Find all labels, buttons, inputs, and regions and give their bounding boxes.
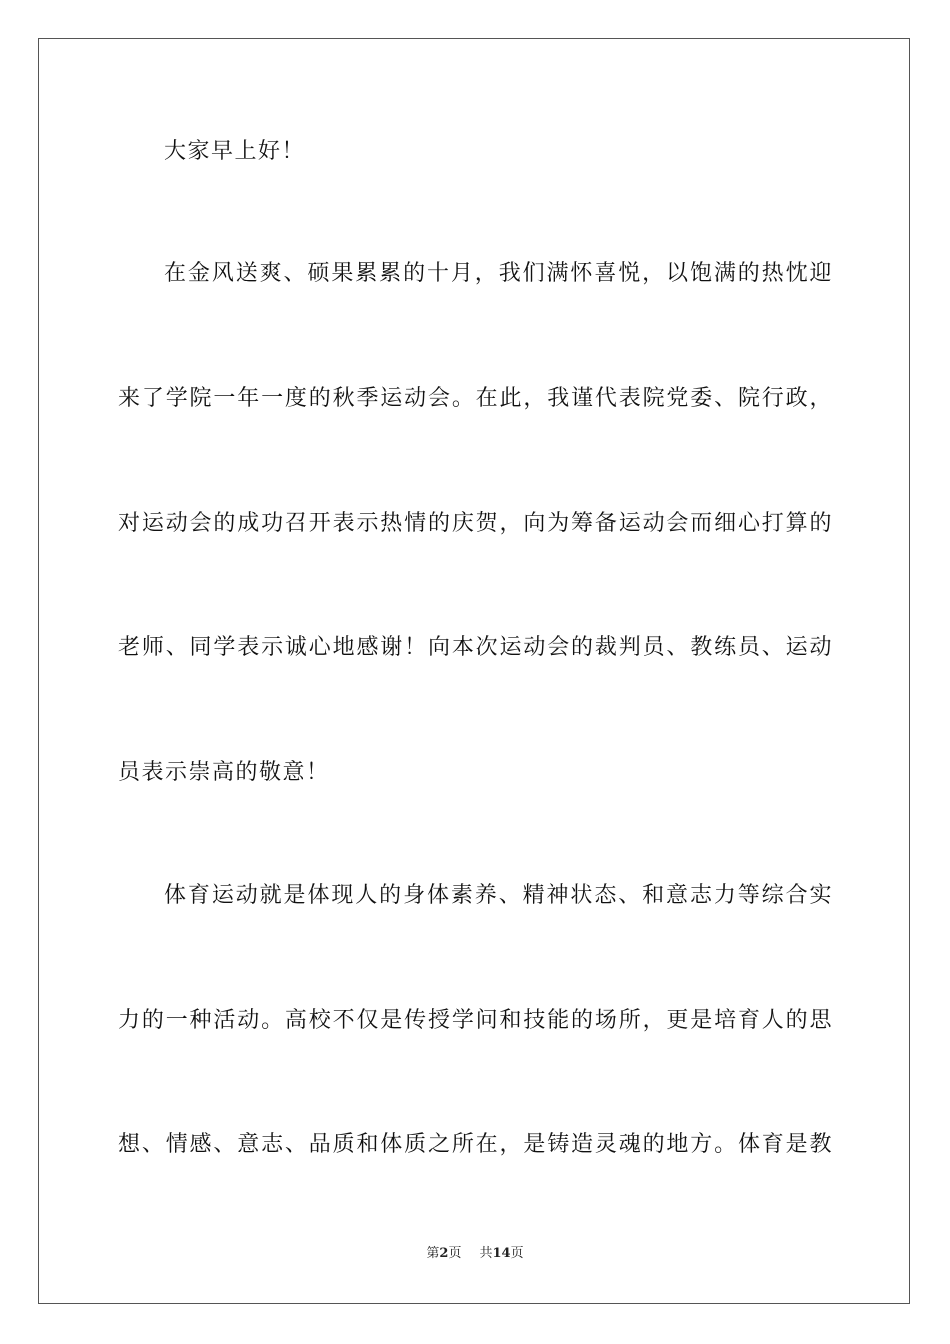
total-suffix: 页: [510, 1246, 524, 1261]
page-total: 14: [492, 1246, 511, 1261]
paragraph-line: 老师、同学表示诚心地感谢！向本次运动会的裁判员、教练员、运动: [118, 635, 833, 660]
paragraph-line: 体育运动就是体现人的身体素养、精神状态、和意志力等综合实: [164, 883, 833, 908]
page-border: [38, 38, 910, 1304]
total-prefix: 共: [479, 1246, 493, 1261]
page-suffix: 页: [448, 1246, 462, 1261]
paragraph-line: 员表示崇高的敬意！: [118, 760, 330, 785]
paragraph-greeting-line: 大家早上好！: [164, 139, 306, 164]
page-footer: [0, 1245, 950, 1263]
paragraph-line: 在金风送爽、硕果累累的十月，我们满怀喜悦，以饱满的热忱迎: [164, 261, 833, 286]
paragraph-line: 力的一种活动。高校不仅是传授学问和技能的场所，更是培育人的思: [118, 1008, 833, 1033]
paragraph-line: 想、情感、意志、品质和体质之所在，是铸造灵魂的地方。体育是教: [118, 1132, 833, 1157]
page-current: 2: [439, 1246, 449, 1261]
paragraph-line: 对运动会的成功召开表示热情的庆贺，向为筹备运动会而细心打算的: [118, 511, 833, 536]
paragraph-line: 来了学院一年一度的秋季运动会。在此，我谨代表院党委、院行政，: [118, 386, 833, 411]
page-prefix: 第: [426, 1246, 440, 1261]
